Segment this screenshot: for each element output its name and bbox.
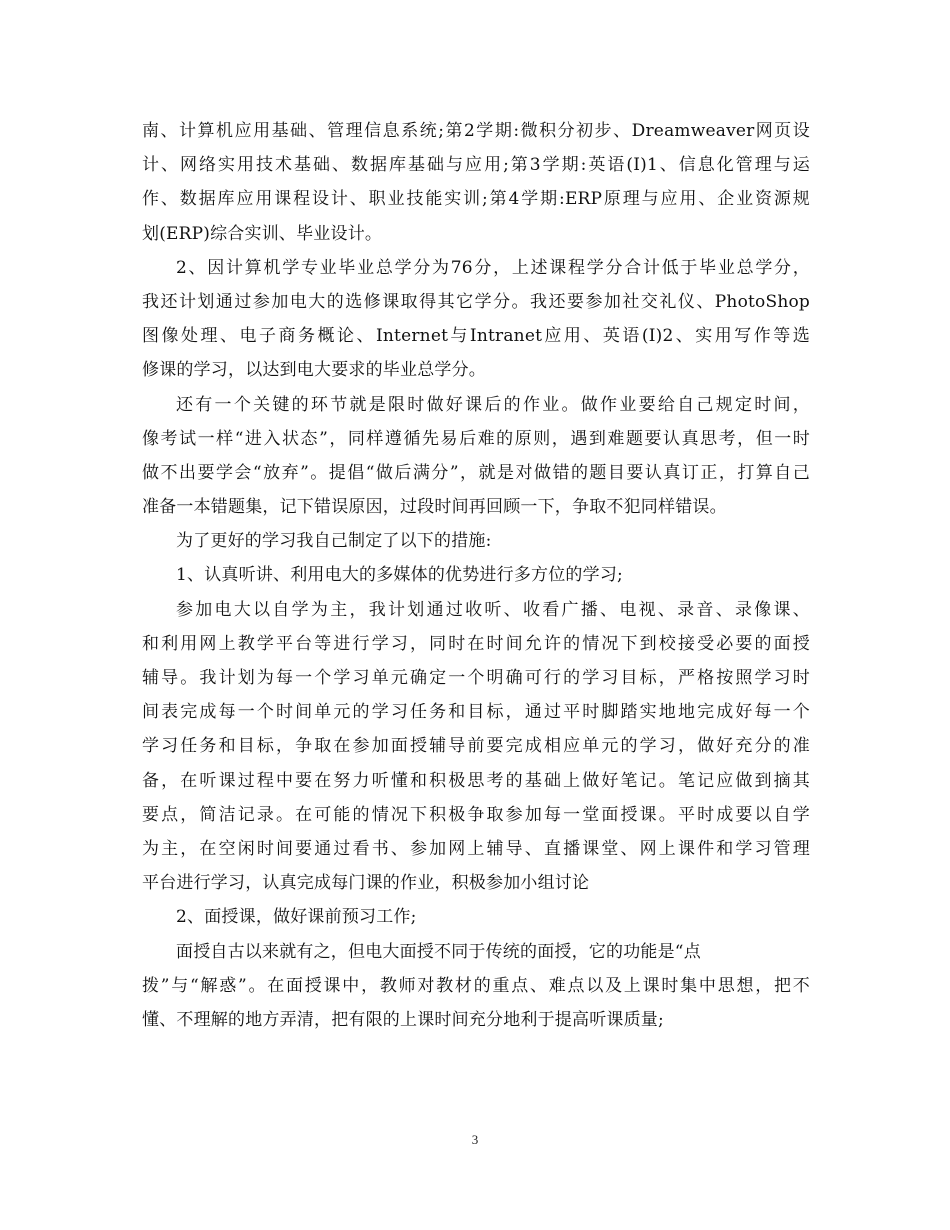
text-line: 我还计划通过参加电大的选修课取得其它学分。我还要参加社交礼仪、PhotoShop (142, 291, 810, 312)
document-body (142, 114, 810, 1037)
text-line: 为了更好的学习我自己制定了以下的措施: (176, 531, 492, 552)
page-number: 3 (471, 1132, 479, 1147)
text-line: 参加电大以自学为主，我计划通过收听、收看广播、电视、录音、录像课、 (176, 599, 810, 620)
text-line: 学习任务和目标，争取在参加面授辅导前要完成相应单元的学习，做好充分的准 (142, 736, 810, 757)
text-line: 作、数据库应用课程设计、职业技能实训;第4学期:ERP原理与应用、企业资源规 (142, 189, 810, 210)
text-line: 图像处理、电子商务概论、Internet与Intranet应用、英语(I)2、实用写作等选 (142, 326, 810, 347)
text-line: 1、认真听讲、利用电大的多媒体的优势进行多方位的学习; (176, 565, 623, 586)
text-line: 计、网络实用技术基础、数据库基础与应用;第3学期:英语(I)1、信息化管理与运 (142, 155, 810, 176)
text-line: 懂、不理解的地方弄清，把有限的上课时间充分地利于提高听课质量; (142, 1009, 664, 1030)
text-line: 做不出要学会“放弃”。提倡“做后满分”，就是对做错的题目要认真订正，打算自己 (142, 462, 810, 483)
text-line: 备，在听课过程中要在努力听懂和积极思考的基础上做好笔记。笔记应做到摘其 (142, 770, 810, 791)
text-line: 拨”与“解惑”。在面授课中，教师对教材的重点、难点以及上课时集中思想，把不 (142, 975, 810, 996)
text-line: 为主，在空闲时间要通过看书、参加网上辅导、直播课堂、网上课件和学习管理 (142, 838, 810, 859)
text-line: 2、面授课，做好课前预习工作; (176, 907, 417, 928)
text-line: 辅导。我计划为每一个学习单元确定一个明确可行的学习目标，严格按照学习时 (142, 668, 810, 688)
text-line: 准备一本错题集，记下错误原因，过段时间再回顾一下，争取不犯同样错误。 (142, 497, 727, 518)
text-line: 南、计算机应用基础、管理信息系统;第2学期:微积分初步、Dreamweaver网页设 (142, 121, 810, 141)
text-line: 还有一个关键的环节就是限时做好课后的作业。做作业要给自己规定时间， (176, 394, 810, 415)
text-line: 像考试一样“进入状态”，同样遵循先易后难的原则，遇到难题要认真思考，但一时 (142, 428, 810, 449)
text-line: 和利用网上教学平台等进行学习，同时在时间允许的情况下到校接受必要的面授 (142, 633, 810, 654)
text-line: 平台进行学习，认真完成每门课的作业，积极参加小组讨论 (142, 873, 590, 894)
text-line: 要点，简洁记录。在可能的情况下积极争取参加每一堂面授课。平时成要以自学 (142, 804, 810, 825)
text-line: 2、因计算机学专业毕业总学分为76分，上述课程学分合计低于毕业总学分， (176, 257, 810, 278)
text-line: 修课的学习，以达到电大要求的毕业总学分。 (142, 360, 486, 381)
text-line: 划(ERP)综合实训、毕业设计。 (142, 223, 383, 244)
text-line: 间表完成每一个时间单元的学习任务和目标，通过平时脚踏实地地完成好每一个 (142, 702, 810, 723)
text-line: 面授自古以来就有之，但电大面授不同于传统的面授，它的功能是“点 (176, 941, 701, 962)
